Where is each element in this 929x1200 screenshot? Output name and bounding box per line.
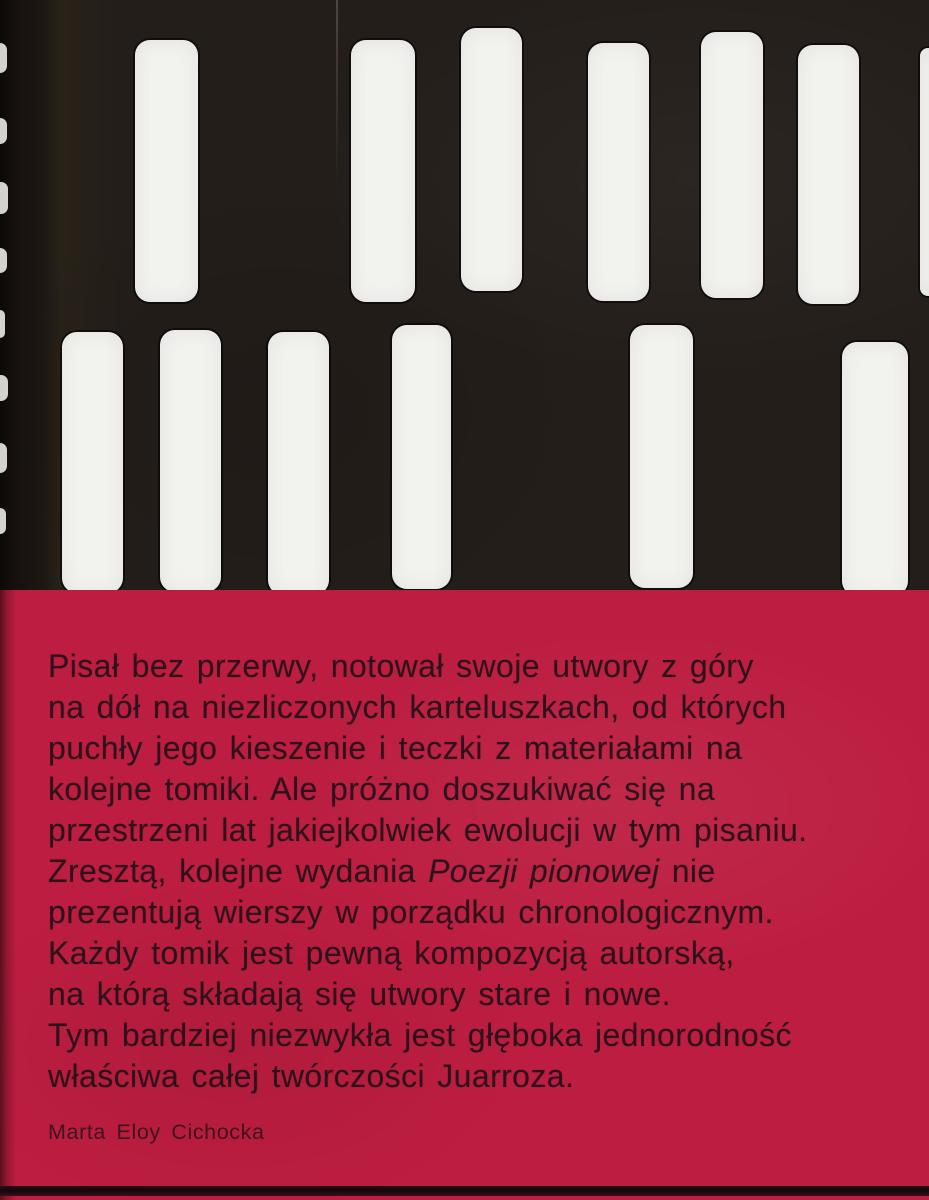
quote-line (48, 1056, 908, 1097)
white-bar-top-row (135, 40, 198, 302)
quote-segment: nie (659, 853, 716, 889)
quote-segment: właściwa całej twórczości Juarroza. (48, 1058, 575, 1094)
quote-text (48, 646, 908, 1097)
quote-line (48, 728, 908, 769)
quote-line (48, 687, 908, 728)
quote-segment: prezentują wierszy w porządku chronologicznym. (48, 894, 774, 930)
book-title-italic: Poezji pionowej (428, 853, 660, 889)
white-bar-top-row (798, 45, 859, 304)
quote-segment: na którą składają się utwory stare i nowe. (48, 976, 671, 1012)
spine-letter-fragment (0, 118, 7, 144)
spine-letter-fragment (0, 443, 7, 473)
quote-segment: puchły jego kieszenie i teczki z materiałami na (48, 730, 743, 766)
quote-segment: na dół na niezliczonych karteluszkach, od których (48, 689, 787, 725)
quote-segment: kolejne tomiki. Ale próżno doszukiwać się na (48, 771, 716, 807)
spine-letter-fragment (0, 43, 7, 73)
quote-segment: Zresztą, kolejne wydania (48, 853, 429, 889)
white-bar-bottom-row (392, 325, 451, 589)
quote-line (48, 1015, 908, 1056)
quote-line (48, 892, 908, 933)
quote-segment: Pisał bez przerwy, notował swoje utwory z góry (48, 648, 754, 684)
quote-line (48, 974, 908, 1015)
spine-letter-fragment (0, 310, 5, 338)
quote-line (48, 646, 908, 687)
spine-letter-fragment (0, 508, 6, 534)
quote-segment: przestrzeni lat jakiejkolwiek ewolucji w tym pisaniu. (48, 812, 808, 848)
white-bar-top-row (461, 28, 522, 291)
white-bar-top-row (351, 40, 415, 302)
white-bar-bottom-row (630, 325, 693, 588)
quote-line (48, 769, 908, 810)
white-bar-top-row (701, 32, 763, 298)
white-bar-bottom-row (62, 332, 123, 593)
attribution: Marta Eloy Cichocka (48, 1120, 265, 1144)
bottom-edge-shadow (0, 1186, 929, 1196)
cover-text-panel (0, 590, 929, 1200)
quote-line (48, 810, 908, 851)
white-bar-bottom-row (842, 342, 908, 596)
paper-crease (336, 0, 338, 185)
quote-line (48, 933, 908, 974)
white-bar-bottom-row (160, 330, 221, 592)
white-bar-bottom-row (268, 332, 329, 595)
white-bar-top-row (920, 48, 929, 296)
white-bar-top-row (588, 43, 649, 301)
quote-segment: Każdy tomik jest pewną kompozycją autorską, (48, 935, 735, 971)
quote-segment: Tym bardziej niezwykła jest głęboka jednorodność (48, 1017, 792, 1053)
cover-top-pattern (0, 0, 929, 590)
spine-letter-fragment (0, 182, 8, 214)
spine-letter-fragment (0, 375, 8, 401)
spine-letter-fragment (0, 248, 7, 273)
quote-line (48, 851, 908, 892)
